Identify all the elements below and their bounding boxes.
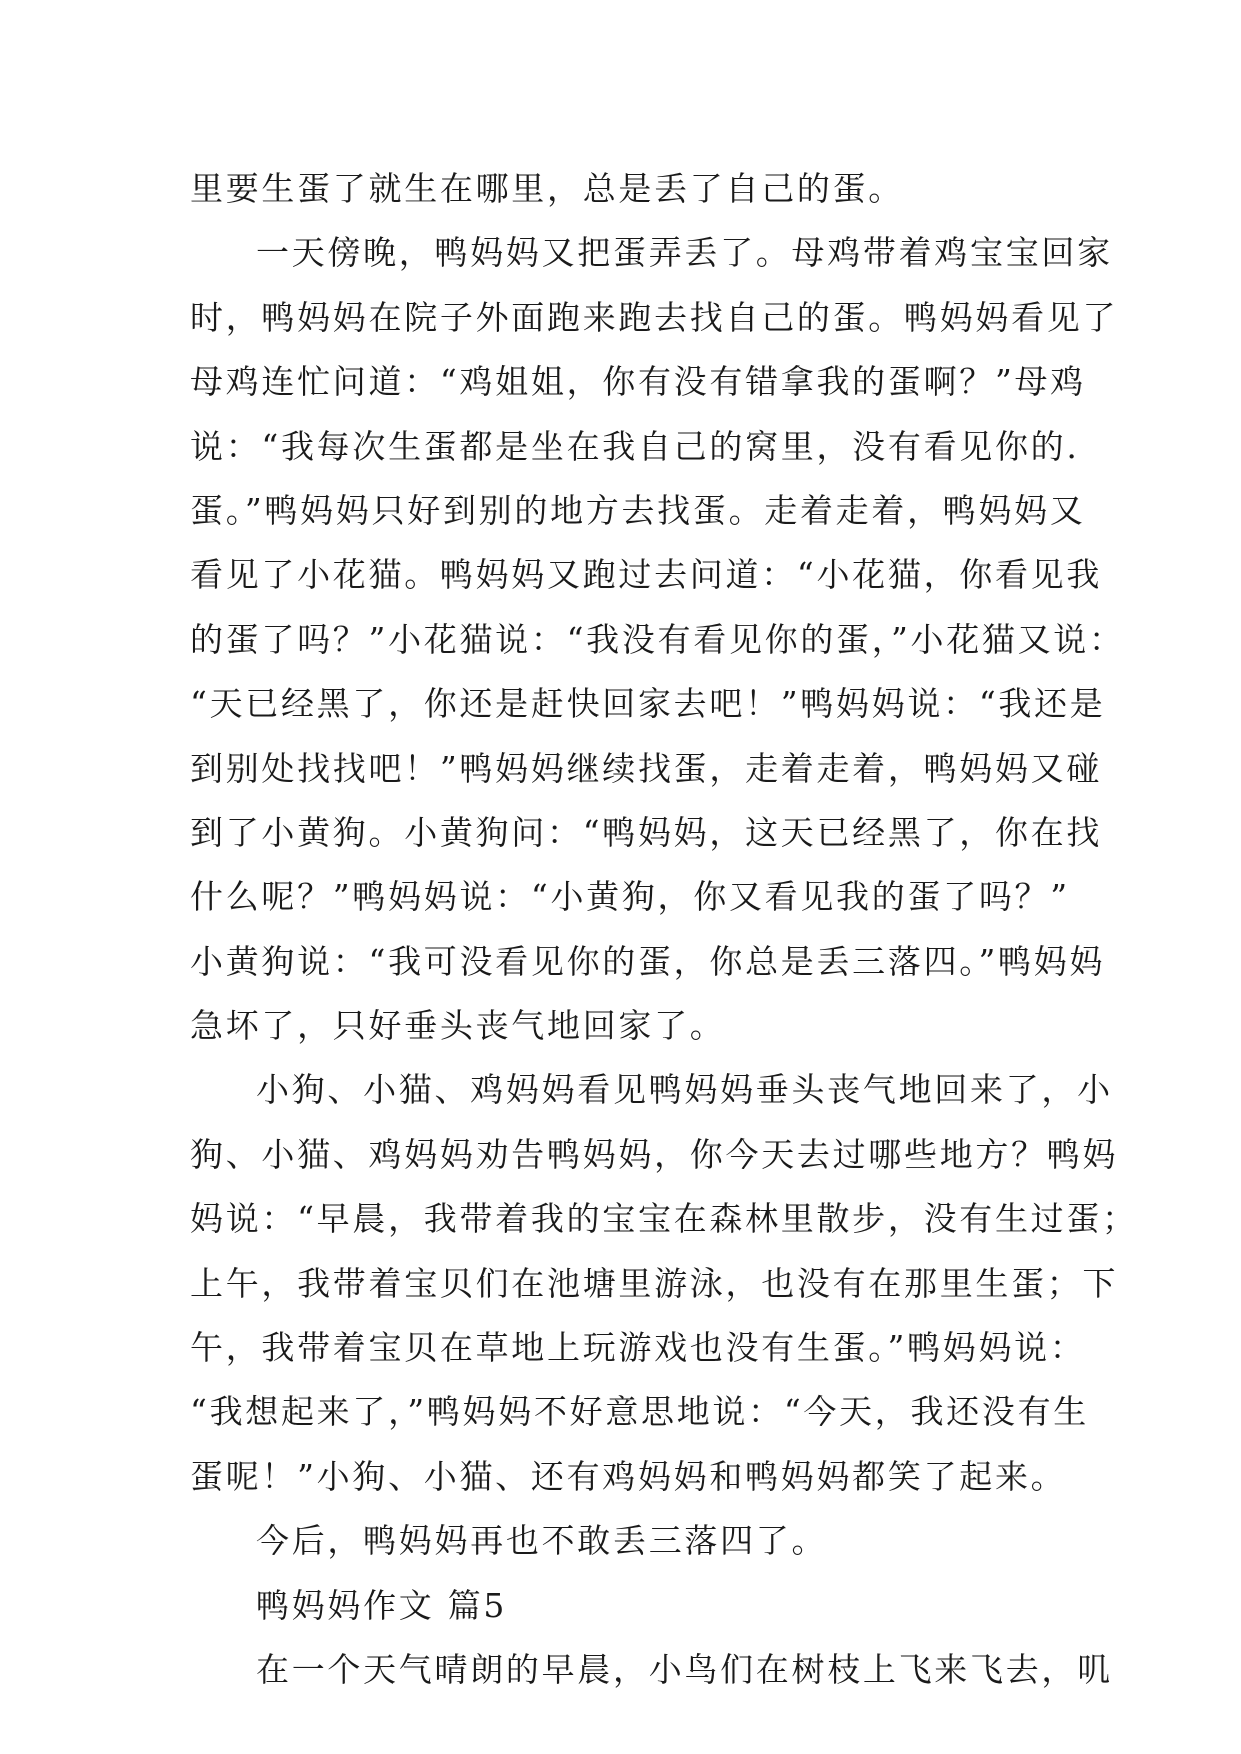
text-line: 在一个天气晴朗的早晨，小鸟们在树枝上飞来飞去，叽 xyxy=(256,1649,1113,1689)
text-line: 蛋呢！”小狗、小猫、还有鸡妈妈和鸭妈妈都笑了起来。 xyxy=(190,1456,1067,1496)
text-line: 里要生蛋了就生在哪里，总是丢了自己的蛋。 xyxy=(190,169,904,208)
text-line: 小狗、小猫、鸡妈妈看见鸭妈妈垂头丧气地回来了，小 xyxy=(256,1070,1113,1110)
text-line: “天已经黑了，你还是赶快回家去吧！”鸭妈妈说：“我还是 xyxy=(190,684,1106,724)
text-line: 急坏了，只好垂头丧气地回家了。 xyxy=(190,1006,726,1046)
text-line: 母鸡连忙问道：“鸡姐姐，你有没有错拿我的蛋啊？”母鸡 xyxy=(190,362,1086,402)
section-heading: 鸭妈妈作文 篇5 xyxy=(256,1585,508,1625)
text-line: 到了小黄狗。小黄狗问：“鸭妈妈，这天已经黑了，你在找 xyxy=(190,812,1103,852)
text-line: 狗、小猫、鸡妈妈劝告鸭妈妈，你今天去过哪些地方？鸭妈 xyxy=(190,1134,1119,1174)
text-line: 一天傍晚，鸭妈妈又把蛋弄丢了。母鸡带着鸡宝宝回家 xyxy=(256,233,1113,273)
text-line: 说：“我每次生蛋都是坐在我自己的窝里，没有看见你的. xyxy=(190,426,1080,466)
text-line: “我想起来了，”鸭妈妈不好意思地说：“今天，我还没有生 xyxy=(190,1392,1090,1432)
text-line: 妈说：“早晨，我带着我的宝宝在森林里散步，没有生过蛋； xyxy=(190,1199,1138,1239)
text-line: 到别处找找吧！”鸭妈妈继续找蛋，走着走着，鸭妈妈又碰 xyxy=(190,748,1103,788)
document-body xyxy=(190,157,1138,1702)
text-line: 今后，鸭妈妈再也不敢丢三落四了。 xyxy=(256,1521,828,1561)
text-line: 什么呢？”鸭妈妈说：“小黄狗，你又看见我的蛋了吗？” xyxy=(190,877,1070,917)
text-line: 小黄狗说：“我可没看见你的蛋，你总是丢三落四。”鸭妈妈 xyxy=(190,941,1106,981)
text-line: 看见了小花猫。鸭妈妈又跑过去问道：“小花猫，你看见我 xyxy=(190,555,1103,595)
text-line: 蛋。”鸭妈妈只好到别的地方去找蛋。走着走着，鸭妈妈又 xyxy=(190,490,1086,530)
text-line: 午，我带着宝贝在草地上玩游戏也没有生蛋。”鸭妈妈说： xyxy=(190,1328,1086,1368)
text-line: 上午，我带着宝贝们在池塘里游泳，也没有在那里生蛋；下 xyxy=(190,1263,1119,1303)
text-line: 的蛋了吗？”小花猫说：“我没有看见你的蛋，”小花猫又说： xyxy=(190,619,1125,659)
text-line: 时，鸭妈妈在院子外面跑来跑去找自己的蛋。鸭妈妈看见了 xyxy=(190,297,1119,337)
